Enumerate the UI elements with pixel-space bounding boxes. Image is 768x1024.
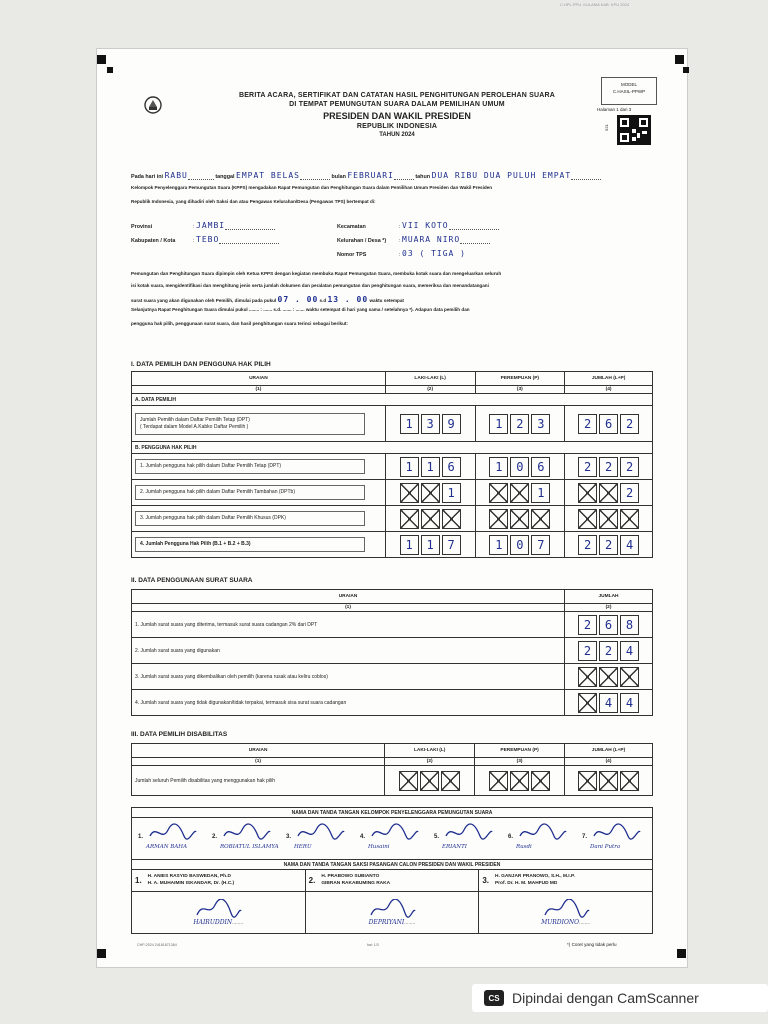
document-page: [96, 48, 688, 968]
table-row: Jumlah seluruh Pemilih disabilitas yang menggunakan hak pilih: [132, 766, 653, 796]
crossed-digit-box: [599, 667, 618, 687]
saksi-sign-name: MURDIONO: [541, 919, 580, 926]
crossed-digit-box: [620, 509, 639, 529]
section-2-table: URAIAN JUMLAH (1) (2) 1. Jumlah surat suara yang diterima, termasuk surat suara cadangan 2% dari DPT 2 6 8 2. Jumlah surat suara yang digunakan 2 2 4 3. Jumlah surat suara yang dikembalikan oleh pemilih (karena rusak atau keliru coblos) 4. Jumlah surat suara yang tidak digunakan/tidak terpakai, termasuk sisa surat suara cadangan 4 4: [131, 589, 653, 716]
section-3-title: III. DATA PEMILIH DISABILITAS: [131, 731, 228, 738]
crossed-digit-box: [531, 509, 550, 529]
signature-scribble-icon: [193, 899, 243, 919]
digit-box: 2: [510, 414, 529, 434]
camscanner-text: Dipindai dengan CamScanner: [512, 990, 699, 1006]
table-row: 2. Jumlah pengguna hak pilih dalam Daftar Pemilih Tambahan (DPTb) 1 1 2: [132, 480, 653, 506]
kpps-signature: [508, 822, 578, 856]
registration-mark: [97, 55, 106, 64]
crossed-digit-box: [578, 693, 597, 713]
table-row: 1. Jumlah surat suara yang diterima, termasuk surat suara cadangan 2% dari DPT 2 6 8: [132, 612, 653, 638]
digit-box: 2: [578, 535, 597, 555]
saksi-candidate: 1. H. ANIES RASYID BASWEDAN, Ph.D H. A. MUHAIMIN ISKANDAR, Dr. (H.C.): [132, 870, 306, 892]
kpps-name: HERU: [294, 844, 312, 850]
digit-boxes: [479, 535, 562, 555]
digit-box: 1: [400, 414, 419, 434]
signature-scribble-icon: [148, 822, 198, 842]
digit-box: 9: [442, 414, 461, 434]
hari-value: RABU: [164, 171, 188, 180]
digit-box: 4: [599, 693, 618, 713]
tps-value: 03 ( TIGA ): [402, 249, 466, 258]
crossed-digit-box: [400, 509, 419, 529]
saksi-sign-name: HAIRUDDIN: [193, 919, 233, 926]
table-row: 4. Jumlah surat suara yang tidak digunakan/tidak terpakai, termasuk sisa surat suara cadangan 4 4: [132, 690, 653, 716]
table-row: 4. Jumlah Pengguna Hak Pilih (B.1 + B.2 + B.3) 1 1 7 1 0 7 2 2 4: [132, 532, 653, 558]
signature-scribble-icon: [222, 822, 272, 842]
digit-box: 1: [400, 535, 419, 555]
kpps-name: ARMAN BAHA: [146, 844, 188, 850]
paragraph-2: isi kotak suara, mengidentifikasi dan menghitung jenis serta jumlah dokumen dan peralatan pemungutan dan penghitungan suara, memeriksa dan menandatangani: [131, 283, 489, 288]
signature-scribble-icon: [592, 822, 642, 842]
digit-box: 2: [578, 457, 597, 477]
digit-box: 6: [599, 414, 618, 434]
digit-box: 1: [421, 535, 440, 555]
jam-selesai: 13 . 00: [327, 295, 369, 304]
kelurahan-row: Kelurahan / Desa *) : MUARA NIRO: [337, 235, 490, 244]
paragraph-5: pengguna hak pilih, penggunaan surat suara, dan hasil penghitungan suara terinci sebagai berikut:: [131, 321, 348, 326]
crossed-digit-box: [531, 771, 550, 791]
header-line1: BERITA ACARA, SERTIFIKAT DAN CATATAN HASIL PENGHITUNGAN PEROLEHAN SUARA: [238, 92, 556, 99]
digit-box: 8: [620, 615, 639, 635]
tanggal-value: EMPAT BELAS: [236, 171, 300, 180]
document-header: [197, 91, 597, 140]
crossed-digit-box: [510, 483, 529, 503]
crossed-digit-box: [420, 771, 439, 791]
crossed-digit-box: [620, 771, 639, 791]
section-1-title: I. DATA PEMILIH DAN PENGGUNA HAK PILIH: [131, 361, 271, 368]
digit-boxes: [479, 509, 562, 529]
kabupaten-row: Kabupaten / Kota : TEBO: [131, 235, 279, 244]
digit-boxes: [568, 457, 649, 477]
digit-box: 7: [442, 535, 461, 555]
digit-box: 2: [578, 414, 597, 434]
digit-boxes: [568, 771, 649, 791]
kelurahan-value: MUARA NIRO: [402, 235, 461, 244]
kpps-name: Dani Putra: [590, 844, 621, 850]
registration-mark: [675, 55, 684, 64]
kpps-signature: [286, 822, 356, 856]
saksi-signature: DEPRIYANI........: [305, 892, 479, 934]
section-2-title: II. DATA PENGGUNAAN SURAT SUARA: [131, 577, 253, 584]
registration-mark: [683, 67, 689, 73]
digit-box: 0: [510, 535, 529, 555]
kpps-name: ROBIATUL ISLAMYA: [220, 844, 279, 850]
digit-boxes: [568, 693, 649, 713]
kpps-signature: [434, 822, 504, 856]
kpps-number: 6.: [508, 834, 514, 840]
paragraph-1: Pemungutan dan Penghitungan Suara dipimpin oleh Ketua KPPS dengan kegiatan membuka Rapat Pemungutan Suara, membuka kotak suara dan mengeluarkan seluruh: [131, 271, 502, 276]
crossed-digit-box: [578, 667, 597, 687]
section-3-table: URAIAN LAKI-LAKI (L) PEREMPUAN (P) JUMLAH (L+P) (1) (2) (3) (4) Jumlah seluruh Pemilih disabilitas yang menggunakan hak pilih: [131, 743, 653, 796]
crossed-digit-box: [578, 509, 597, 529]
digit-boxes: [478, 771, 561, 791]
crossed-digit-box: [599, 771, 618, 791]
digit-box: 6: [531, 457, 550, 477]
crossed-digit-box: [489, 509, 508, 529]
saksi-candidate: 3. H. GANJAR PRANOWO, S.H., M.I.P. Prof. Dr. H. M. MAHFUD MD: [479, 870, 653, 892]
digit-box: 2: [620, 414, 639, 434]
camscanner-watermark: [472, 984, 768, 1012]
footer-code: CHP-2024 24181871364: [137, 943, 177, 947]
header-line4: REPUBLIK INDONESIA: [356, 123, 438, 131]
crossed-digit-box: [400, 483, 419, 503]
saksi-sign-name: DEPRIYANI: [368, 919, 405, 926]
digit-boxes: [389, 414, 472, 434]
digit-box: 1: [400, 457, 419, 477]
camscanner-icon: CS: [484, 990, 504, 1006]
intro-text2: Republik Indonesia, yang dihadiri oleh Saksi dan atau Pengawas Kelurahan/Desa (Pengawas TPS) bertempat di:: [131, 199, 376, 204]
digit-box: 1: [489, 535, 508, 555]
digit-box: 2: [578, 641, 597, 661]
kpps-number: 3.: [286, 834, 292, 840]
digit-box: 6: [599, 615, 618, 635]
kpu-logo-icon: [143, 95, 163, 115]
qr-number: 521: [603, 124, 609, 131]
table-row: 1. Jumlah pengguna hak pilih dalam Daftar Pemilih Tetap (DPT) 1 1 6 1 0 6 2 2 2: [132, 454, 653, 480]
qr-code-icon: [617, 115, 651, 145]
digit-box: 3: [421, 414, 440, 434]
kpps-signature: [582, 822, 652, 856]
kpps-number: 7.: [582, 834, 588, 840]
kpps-name: ERIANTI: [442, 844, 467, 850]
signature-scribble-icon: [444, 822, 494, 842]
tps-row: Nomor TPS : 03 ( TIGA ): [337, 249, 466, 258]
paragraph-4: Selanjutnya Rapat Penghitungan Suara dimulai pukul ........ : ....... s.d. ....... : ....... waktu setempat di hari yang sama / setelahnya *). Adapun data pemilih dan: [131, 307, 470, 312]
signature-scribble-icon: [296, 822, 346, 842]
kpps-number: 5.: [434, 834, 440, 840]
digit-box: 1: [531, 483, 550, 503]
footer-mid: hal: 1/3: [367, 943, 379, 947]
digit-box: 1: [489, 414, 508, 434]
crossed-digit-box: [399, 771, 418, 791]
page-number: Halaman 1 dari 3: [597, 107, 632, 112]
digit-boxes: [389, 483, 472, 503]
digit-box: 4: [620, 535, 639, 555]
digit-boxes: [388, 771, 471, 791]
saksi-candidate: 2. H. PRABOWO SUBIANTO GIBRAN RAKABUMING RAKA: [305, 870, 479, 892]
intro-text1: Kelompok Penyelenggara Pemungutan Suara (KPPS) mengadakan Rapat Pemungutan dan Penghitungan Suara dalam Pemilihan Umum Presiden dan Wakil Presiden: [131, 185, 493, 190]
kabupaten-value: TEBO: [196, 235, 220, 244]
signature-scribble-icon: [541, 899, 591, 919]
digit-box: 2: [599, 535, 618, 555]
digit-boxes: [568, 641, 649, 661]
digit-box: 6: [442, 457, 461, 477]
crossed-digit-box: [510, 509, 529, 529]
digit-box: 4: [620, 641, 639, 661]
crossed-digit-box: [421, 509, 440, 529]
jam-mulai: 07 . 00: [277, 295, 319, 304]
registration-mark: [97, 949, 106, 958]
crossed-digit-box: [441, 771, 460, 791]
digit-boxes: [568, 414, 649, 434]
signature-table: NAMA DAN TANDA TANGAN KELOMPOK PENYELENGGARA PEMUNGUTAN SUARA 1. ARMAN BAHA 2. ROBIATUL ISLAMYA 3. HERU 4. Husaini 5. ERIANTI 6. Rusdi 7. Dani Putra NAMA DAN TANDA TANGAN SAKSI PASANGAN CALON PRESIDEN DAN WAKIL PRESIDEN 1. H. ANIES RASYID BASWEDAN, Ph.D H. A. MUHAIMIN ISKANDAR, Dr. (H.C.) 2. H. PRABOWO SUBIANTO GIBRAN RAKABUMING RAKA 3. H. GANJAR PRANOWO, S.H., M.I.P. Prof. Dr. H. M. MAHFUD MD HAIRUDDIN........ DEPRIYANI........ MURDIONO........: [131, 807, 653, 934]
tahun-value: DUA RIBU DUA PULUH EMPAT: [431, 171, 572, 180]
digit-box: 1: [421, 457, 440, 477]
kpps-number: 2.: [212, 834, 218, 840]
digit-box: 7: [531, 535, 550, 555]
kpps-name: Rusdi: [516, 844, 532, 850]
table-row: 2. Jumlah surat suara yang digunakan 2 2 4: [132, 638, 653, 664]
registration-mark: [107, 67, 113, 73]
digit-boxes: [568, 509, 649, 529]
crossed-digit-box: [489, 483, 508, 503]
digit-box: 1: [489, 457, 508, 477]
crossed-digit-box: [578, 771, 597, 791]
footer-note: *) Coret yang tidak perlu: [567, 942, 617, 947]
crossed-digit-box: [620, 667, 639, 687]
digit-boxes: [568, 483, 649, 503]
kpps-name: Husaini: [368, 844, 390, 850]
crossed-digit-box: [599, 483, 618, 503]
digit-box: 2: [578, 615, 597, 635]
kpps-signature: [360, 822, 430, 856]
digit-box: 0: [510, 457, 529, 477]
signature-scribble-icon: [367, 899, 417, 919]
digit-boxes: [479, 483, 562, 503]
kpps-number: 1.: [138, 834, 144, 840]
header-line2: DI TEMPAT PEMUNGUTAN SUARA DALAM PEMILIHAN UMUM: [289, 101, 505, 109]
table-row: 3. Jumlah surat suara yang dikembalikan oleh pemilih (karena rusak atau keliru coblos): [132, 664, 653, 690]
saksi-signature: HAIRUDDIN........: [132, 892, 306, 934]
crossed-digit-box: [421, 483, 440, 503]
kpps-signature: [138, 822, 208, 856]
crossed-digit-box: [489, 771, 508, 791]
digit-boxes: [389, 457, 472, 477]
digit-boxes: [479, 457, 562, 477]
registration-mark: [677, 949, 686, 958]
digit-boxes: [568, 535, 649, 555]
bulan-value: FEBRUARI: [347, 171, 394, 180]
digit-box: 2: [620, 457, 639, 477]
crossed-digit-box: [599, 509, 618, 529]
digit-box: 2: [620, 483, 639, 503]
header-line3: PRESIDEN DAN WAKIL PRESIDEN: [323, 110, 471, 121]
digit-box: 3: [531, 414, 550, 434]
digit-box: 2: [599, 641, 618, 661]
signature-scribble-icon: [370, 822, 420, 842]
kecamatan-row: Kecamatan : VII KOTO: [337, 221, 499, 230]
table-row: Jumlah Pemilih dalam Daftar Pemilih Tetap (DPT) ( Terdapat dalam Model A.Kabko Daftar Pemilih ) 1 3 9 1 2 3 2 6 2: [132, 406, 653, 442]
kpps-signatures: [132, 818, 653, 860]
crossed-digit-box: [510, 771, 529, 791]
section-1-table: URAIAN LAKI-LAKI (L) PEREMPUAN (P) JUMLAH (L+P) (1) (2) (3) (4) A. DATA PEMILIH Jumlah Pemilih dalam Daftar Pemilih Tetap (DPT) ( Terdapat dalam Model A.Kabko Daftar Pemilih ) 1 3 9 1 2 3 2 6 2 B. PENGGUNA HAK PILIH 1. Jumlah pengguna hak pilih dalam Daftar Pemilih Tetap (DPT) 1 1 6 1 0 6 2 2 2 2. Jumlah pengguna hak pilih dalam Daftar Pemilih Tambahan (DPTb) 1 1 2 3. Jumlah pengguna hak pilih dalam Daftar Pemilih Khusus (DPK) 4. Jumlah Pengguna Hak Pilih (B.1 + B.2 + B.3) 1 1 7 1 0 7 2 2 4: [131, 371, 653, 558]
model-box: MODEL C.HASIL-PPWP: [601, 77, 657, 105]
digit-boxes: [479, 414, 562, 434]
saksi-signature: MURDIONO........: [479, 892, 653, 934]
provinsi-row: Provinsi : JAMBI: [131, 221, 275, 230]
digit-box: 1: [442, 483, 461, 503]
digit-box: 2: [599, 457, 618, 477]
digit-boxes: [568, 667, 649, 687]
signature-scribble-icon: [518, 822, 568, 842]
crossed-digit-box: [578, 483, 597, 503]
table-row: 3. Jumlah pengguna hak pilih dalam Daftar Pemilih Khusus (DPK): [132, 506, 653, 532]
scan-ref: C.HPL.PPU. KULAMA KAB. KPU 2024: [560, 2, 630, 7]
intro-line: Pada hari ini RABU tanggal EMPAT BELAS bulan FEBRUARI tahun DUA RIBU DUA PULUH EMPAT: [131, 171, 601, 180]
kpps-signature: [212, 822, 282, 856]
kpps-number: 4.: [360, 834, 366, 840]
digit-boxes: [568, 615, 649, 635]
crossed-digit-box: [442, 509, 461, 529]
digit-boxes: [389, 535, 472, 555]
paragraph-3-row: surat suara yang akan digunakan oleh Pemilih, dimulai pada pukul 07 . 00 s.d 13 . 00 waktu setempat: [131, 295, 404, 304]
provinsi-value: JAMBI: [196, 221, 226, 230]
header-line5: TAHUN 2024: [379, 132, 415, 139]
digit-boxes: [389, 509, 472, 529]
kecamatan-value: VII KOTO: [402, 221, 449, 230]
digit-box: 4: [620, 693, 639, 713]
